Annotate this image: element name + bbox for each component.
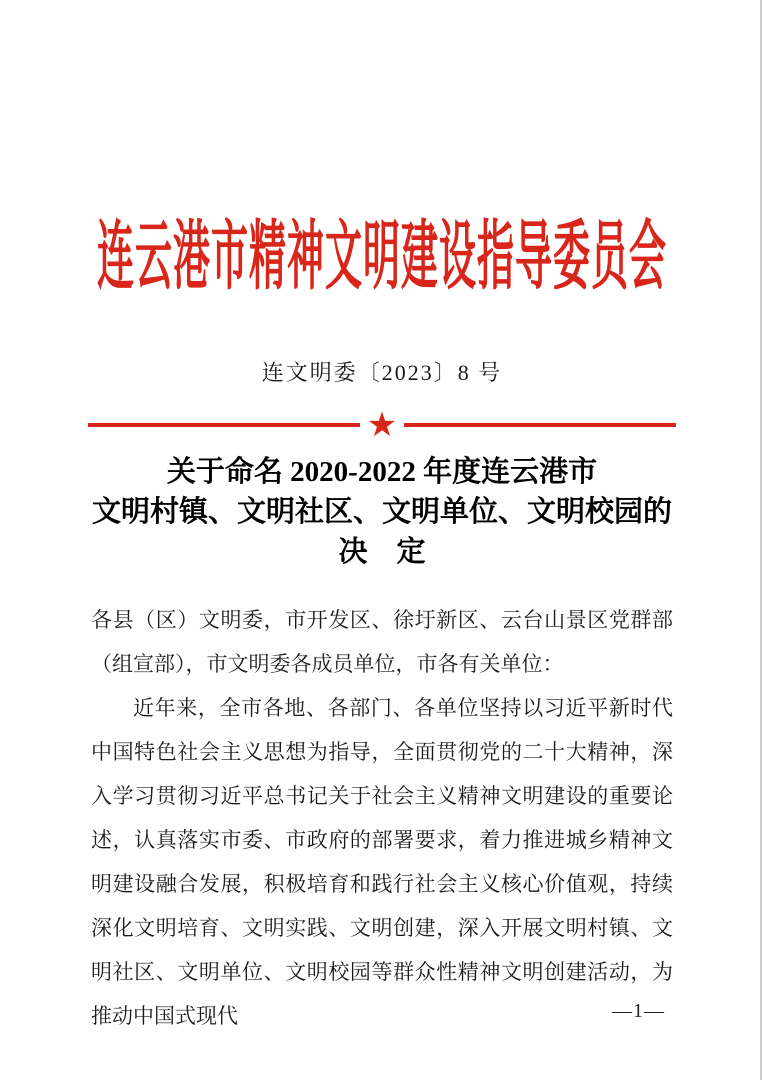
document-title-line-2: 文明村镇、文明社区、文明单位、文明校园的 (91, 496, 672, 528)
red-rule-divider (88, 405, 676, 445)
red-rule-left (88, 423, 360, 427)
agency-masthead (0, 202, 764, 301)
document-title (0, 452, 764, 572)
page-number: —1— (612, 1000, 665, 1022)
salutation-paragraph: 各县（区）文明委，市开发区、徐圩新区、云台山景区党群部（组宣部），市文明委各成员单位，市各有关单位： (91, 608, 673, 676)
document-title-line-1: 关于命名 2020-2022 年度连云港市 (166, 456, 598, 488)
agency-masthead-title: 连云港市精神文明建设指导委员会 (97, 216, 667, 301)
document-title-line-3: 决 定 (338, 536, 426, 568)
document-body (91, 598, 673, 1038)
document-reference-number: 连文明委〔2023〕8 号 (261, 360, 503, 385)
star-icon: ★ (366, 405, 398, 445)
page-edge-line (760, 0, 762, 1080)
body-paragraph: 近年来，全市各地、各部门、各单位坚持以习近平新时代中国特色社会主义思想为指导，全面贯彻党的二十大精神，深入学习贯彻习近平总书记关于社会主义精神文明建设的重要论述，认真落实市委、市政府的部署要求，着力推进城乡精神文明建设融合发展，积极培育和践行社会主义核心价值观，持续深化文明培育、文明实践、文明创建，深入开展文明村镇、文明社区、文明单位、文明校园等群众性精神文明创建活动，为推动中国式现代 (91, 696, 673, 1028)
red-rule-right (404, 423, 676, 427)
